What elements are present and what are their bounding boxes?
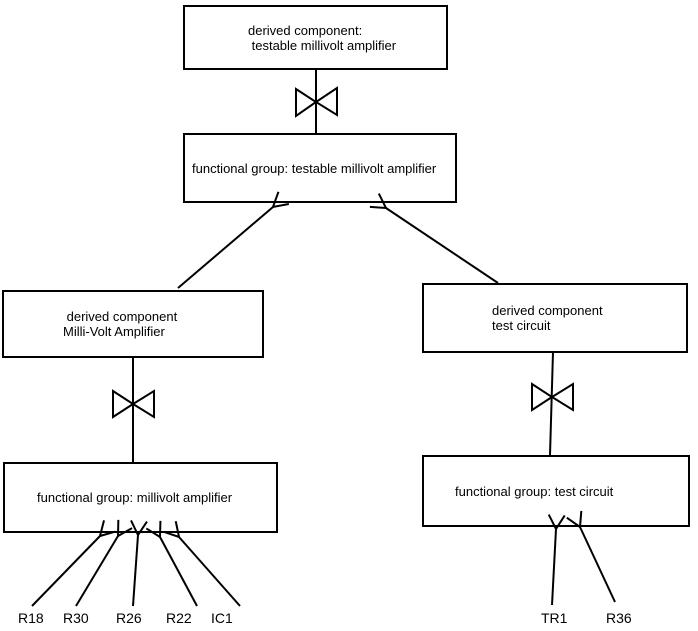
node-derived-component-test-circuit [422, 283, 688, 353]
bowtie-icon [113, 391, 154, 417]
node-derived-component-testable-millivolt-amplifier [183, 5, 448, 70]
connector-right-decomposition [532, 352, 573, 455]
node-label-line: functional group: test circuit [455, 483, 614, 499]
node-functional-group-testable-millivolt-amplifier [183, 133, 457, 203]
node-label-line: functional group: millivolt amplifier [37, 490, 233, 505]
connector-left-decomposition [113, 358, 154, 462]
component-label-r22: R22 [166, 610, 192, 626]
arrows-to-fg-testable [178, 207, 498, 288]
node-functional-group-millivolt-amplifier [3, 462, 278, 533]
arrow-from-r26 [133, 535, 138, 606]
node-label-line: derived component [492, 303, 603, 318]
connector-line [550, 352, 553, 455]
component-label-r18: R18 [18, 610, 44, 626]
arrow-from-test-circuit [386, 208, 498, 283]
arrow-from-r36 [580, 527, 615, 602]
node-label-line: derived component: [248, 22, 363, 38]
node-label-line: derived component [63, 309, 178, 324]
node-label-line: test circuit [492, 318, 551, 333]
component-label-r36: R36 [606, 610, 632, 626]
connector-top-decomposition [296, 70, 337, 133]
arrow-from-r22 [160, 537, 197, 606]
arrows-left-components [32, 535, 240, 606]
node-label-line: functional group: testable millivolt amplifier [192, 160, 437, 176]
arrows-right-components [552, 527, 615, 605]
arrow-from-r30 [76, 536, 118, 606]
component-label-r30: R30 [63, 610, 89, 626]
component-label-ic1: IC1 [211, 610, 233, 626]
arrow-from-r18 [32, 536, 100, 606]
bowtie-icon [532, 384, 573, 410]
node-functional-group-test-circuit [422, 455, 690, 527]
component-label-r26: R26 [116, 610, 142, 626]
arrow-from-milli-volt-amplifier [178, 207, 273, 288]
bowtie-icon [296, 88, 337, 116]
node-label-line: testable millivolt amplifier [248, 37, 397, 53]
node-label-line: Milli-Volt Amplifier [63, 324, 165, 339]
component-label-tr1: TR1 [541, 610, 568, 626]
node-derived-component-milli-volt-amplifier [2, 290, 264, 358]
arrow-from-tr1 [552, 529, 556, 605]
arrow-from-ic1 [179, 537, 240, 606]
